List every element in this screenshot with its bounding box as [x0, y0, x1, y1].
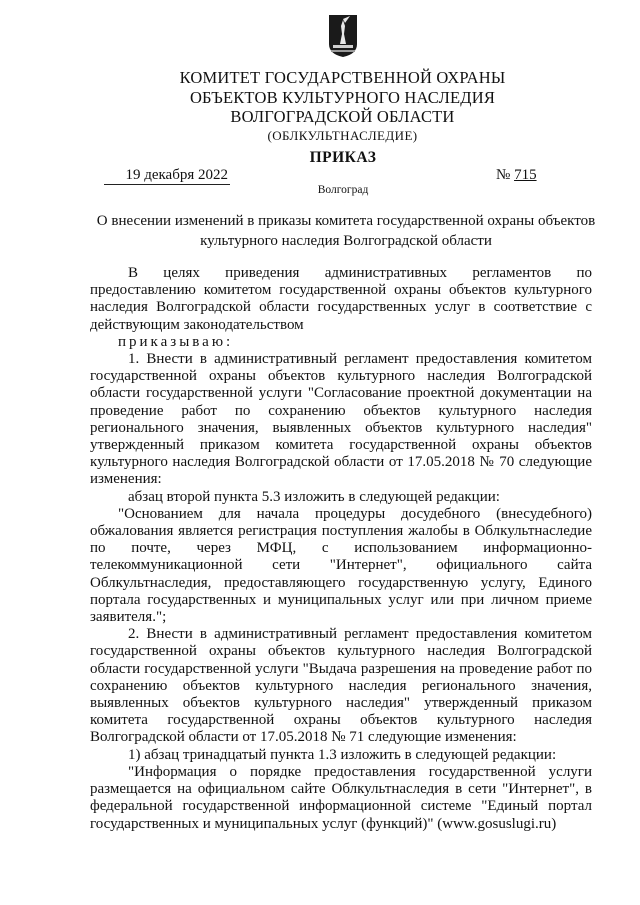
committee-name-line3: ВОЛГОГРАДСКОЙ ОБЛАСТИ [230, 107, 455, 126]
volgograd-coat-of-arms-emblem [328, 14, 358, 58]
item1-paragraph: 1. Внести в административный регламент предоставления комитетом государственной охраны объектов культурного наследия Волгоградской области государственной услуги "Согласование проектной документации на проведение работ по сохранению объектов культурного наследия регионального значения, выявленных объектов культурного наследия" утвержденный приказом комитета государственной охраны объектов культурного наследия Волгоградской области от 17.05.2018 № 70 следующие изменения: [90, 351, 592, 488]
order-date: 19 декабря 2022 [104, 166, 230, 185]
order-subject: О внесении изменений в приказы комитета государственной охраны объектов культурного наследия Волгоградской области [96, 213, 596, 249]
order-number-prefix: № [496, 167, 511, 183]
order-city: Волгоград [317, 184, 369, 196]
committee-short-name: (ОБЛКУЛЬТНАСЛЕДИЕ) [267, 128, 418, 143]
order-number [496, 166, 537, 184]
order-body [90, 265, 592, 833]
item1-quote-paragraph: "Основанием для начала процедуры досудебного (внесудебного) обжалования является регистрация поступления жалобы в Облкультнаследие по почте, через МФЦ, с использованием информационно-телекоммуникационной сети "Интернет", официального сайта Облкультнаследия, предоставляющего государственную услугу, Единого портала государственных и муниципальных услуг или при личном приеме заявителя."; [90, 505, 592, 626]
item1-sub-paragraph: абзац второй пункта 5.3 изложить в следующей редакции: [128, 488, 500, 505]
order-number-value: 715 [514, 167, 537, 183]
item2-quote-paragraph: "Информация о порядке предоставления государственной услуги размещается на официальном сайте Облкультнаследия в сети "Интернет", в федеральной государственной информационной системе "Единый портал государственных и муниципальных услуг (функций)" (www.gosuslugi.ru) [90, 763, 592, 832]
order-title: ПРИКАЗ [309, 149, 377, 166]
committee-name-line2: ОБЪЕКТОВ КУЛЬТУРНОГО НАСЛЕДИЯ [189, 88, 496, 107]
item2-paragraph: 2. Внести в административный регламент предоставления комитетом государственной охраны объектов культурного наследия Волгоградской области государственной услуги "Выдача разрешения на проведение работ по сохранению объектов культурного наследия регионального значения, выявленных объектов культурного наследия" утвержденный приказом комитета государственной охраны объектов культурного наследия Волгоградской области от 17.05.2018 № 71 следующие изменения: [90, 626, 592, 746]
order-word: приказываю: [118, 333, 234, 350]
committee-name-line1: КОМИТЕТ ГОСУДАРСТВЕННОЙ ОХРАНЫ [179, 68, 506, 87]
item2-sub-paragraph: 1) абзац тринадцатый пункта 1.3 изложить в следующей редакции: [128, 746, 557, 763]
preamble-paragraph: В целях приведения административных регламентов по предоставлению комитетом государственной охраны объектов культурного наследия Волгоградской области государственных услуг в соответствие с действующим законодательством [90, 265, 592, 333]
